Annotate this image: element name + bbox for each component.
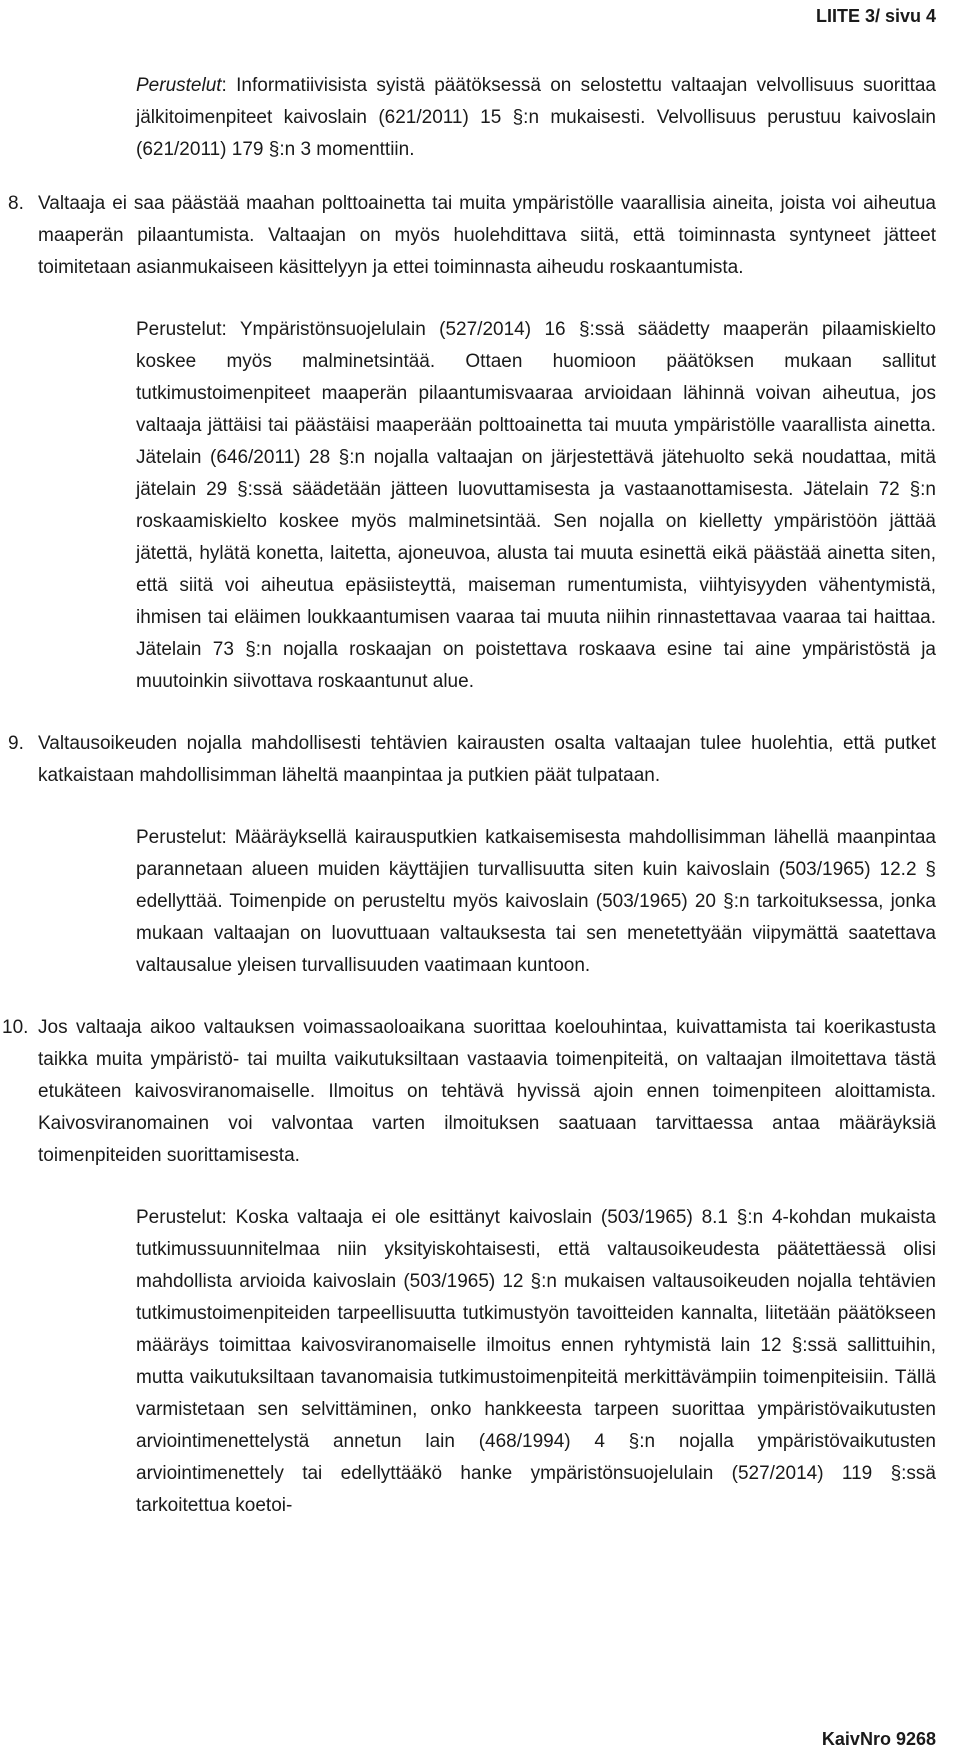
perustelut-paragraph-1 [136, 70, 936, 166]
perustelut-text: Määräyksellä kairausputkien katkaisemisesta mahdollisimman lähellä maanpintaa parannetaan alueen muiden käyttäjien turvallisuutta siten kuin kaivoslain (503/1965) 12.2 § edellyttää. Toimenpide on perusteltu myös kaivoslain (503/1965) 20 §:n tarkoituksessa, jonka mukaan valtaajan on luovuttuaan valtauksesta tai sen menetettyään viipymättä saatettava valtausalue yleisen turvallisuuden vaatimaan kuntoon. [136, 827, 936, 976]
item-text: Jos valtaaja aikoo valtauksen voimassaoloaikana suorittaa koelouhintaa, kuivattamista tai koerikastusta taikka muita ympäristö- tai muilta vaikutuksiltaan vastaavia toimenpiteitä, on valtaajan ilmoitettava tästä etukäteen kaivosviranomaiselle. Ilmoitus on tehtävä hyvissä ajoin ennen toimenpiteen aloittamista. Kaivosviranomainen voi valvontaa varten ilmoituksen saatuaan tarvittaessa antaa määräyksiä toimenpiteiden suorittamisesta. [38, 1017, 936, 1166]
perustelut-label: Perustelut [136, 75, 222, 96]
item-number: 8. [8, 193, 24, 214]
perustelut-label: Perustelut: [136, 827, 227, 848]
page-footer: KaivNro 9268 [821, 1729, 936, 1749]
item-number: 10. [2, 1017, 29, 1038]
perustelut-paragraph-3 [136, 822, 936, 982]
perustelut-paragraph-4 [136, 1202, 936, 1522]
perustelut-text: Ympäristönsuojelulain (527/2014) 16 §:ssä säädetty maaperän pilaamiskielto koskee myös malminetsintää. Ottaen huomioon päätöksen mukaan sallitut tutkimustoimenpiteet maaperän pilaantumisvaaraa arvioidaan lähinnä voivan aiheutua, jos valtaaja jättäisi tai päästäisi maaperään polttoainetta tai muuta ympäristölle vaarallista ainetta. Jätelain (646/2011) 28 §:n nojalla valtaajan on järjestettävä jätehuolto sekä noudattaa, mitä jätelain 29 §:ssä säädetään jätteen luovuttamisesta ja vastaanottamisesta. Jätelain 72 §:n roskaamiskielto koskee myös malminetsintää. Sen nojalla on kielletty ympäristöön jättää jätettä, hylätä konetta, laitetta, ajoneuvoa, alusta tai muuta esinettä eikä päästää ainetta siten, että siitä voi aiheutua epäsiisteyttä, maiseman rumentumista, viihtyisyyden vähentymistä, ihmisen tai eläimen loukkaantumisen vaaraa tai muuta niihin rinnastettavaa vaaraa tai haittaa. Jätelain 73 §:n nojalla roskaajan on poistettava roskaava esine tai aine ympäristöstä ja muutoinkin siivottava roskaantunut alue. [136, 319, 936, 692]
document-body [0, 70, 960, 1522]
item-text: Valtausoikeuden nojalla mahdollisesti tehtävien kairausten osalta valtaajan tulee huolehtia, että putket katkaistaan mahdollisimman läheltä maanpintaa ja putkien päät tulpataan. [38, 733, 936, 786]
page-header: LIITE 3/ sivu 4 [815, 6, 936, 26]
numbered-item-10 [2, 1012, 936, 1172]
perustelut-text: Koska valtaaja ei ole esittänyt kaivoslain (503/1965) 8.1 §:n 4-kohdan mukaista tutkimussuunnitelmaa niin yksityiskohtaisesti, että valtausoikeudesta päätettäessä olisi mahdollista arvioida kaivoslain (503/1965) 12 §:n mukaisen valtausoikeuden nojalla tehtävien tutkimustoimenpiteiden tarpeellisuutta tutkimustyön tavoitteiden kannalta, liitetään päätökseen määräys toimittaa kaivosviranomaiselle ilmoitus ennen ryhtymistä lain 12 §:ssä sallittuihin, mutta vaikutuksiltaan tavanomaisia tutkimustoimenpiteitä merkittävämpiin toimenpiteisiin. Tällä varmistetaan sen selvittäminen, onko hankkeesta tarpeen suorittaa ympäristövaikutusten arviointimenettelystä annetun lain (468/1994) 4 §:n nojalla ympäristövaikutusten arviointimenettely tai edellyttääkö hanke ympäristönsuojelulain (527/2014) 119 §:ssä tarkoitettua koetoi- [136, 1207, 936, 1516]
perustelut-text: : Informatiivisista syistä päätöksessä on selostettu valtaajan velvollisuus suorittaa jälkitoimenpiteet kaivoslain (621/2011) 15 §:n mukaisesti. Velvollisuus perustuu kaivoslain (621/2011) 179 §:n 3 momenttiin. [136, 75, 936, 160]
item-text: Valtaaja ei saa päästää maahan polttoainetta tai muita ympäristölle vaarallisia aineita, joista voi aiheutua maaperän pilaantumista. Valtaajan on myös huolehdittava siitä, että toiminnasta syntyneet jätteet toimitetaan asianmukaiseen käsittelyyn ja ettei toiminnasta aiheudu roskaantumista. [38, 193, 936, 278]
perustelut-label: Perustelut: [136, 319, 227, 340]
perustelut-label: Perustelut: [136, 1207, 227, 1228]
numbered-item-9 [8, 728, 936, 792]
numbered-item-8 [8, 188, 936, 284]
item-number: 9. [8, 733, 24, 754]
perustelut-paragraph-2 [136, 314, 936, 698]
